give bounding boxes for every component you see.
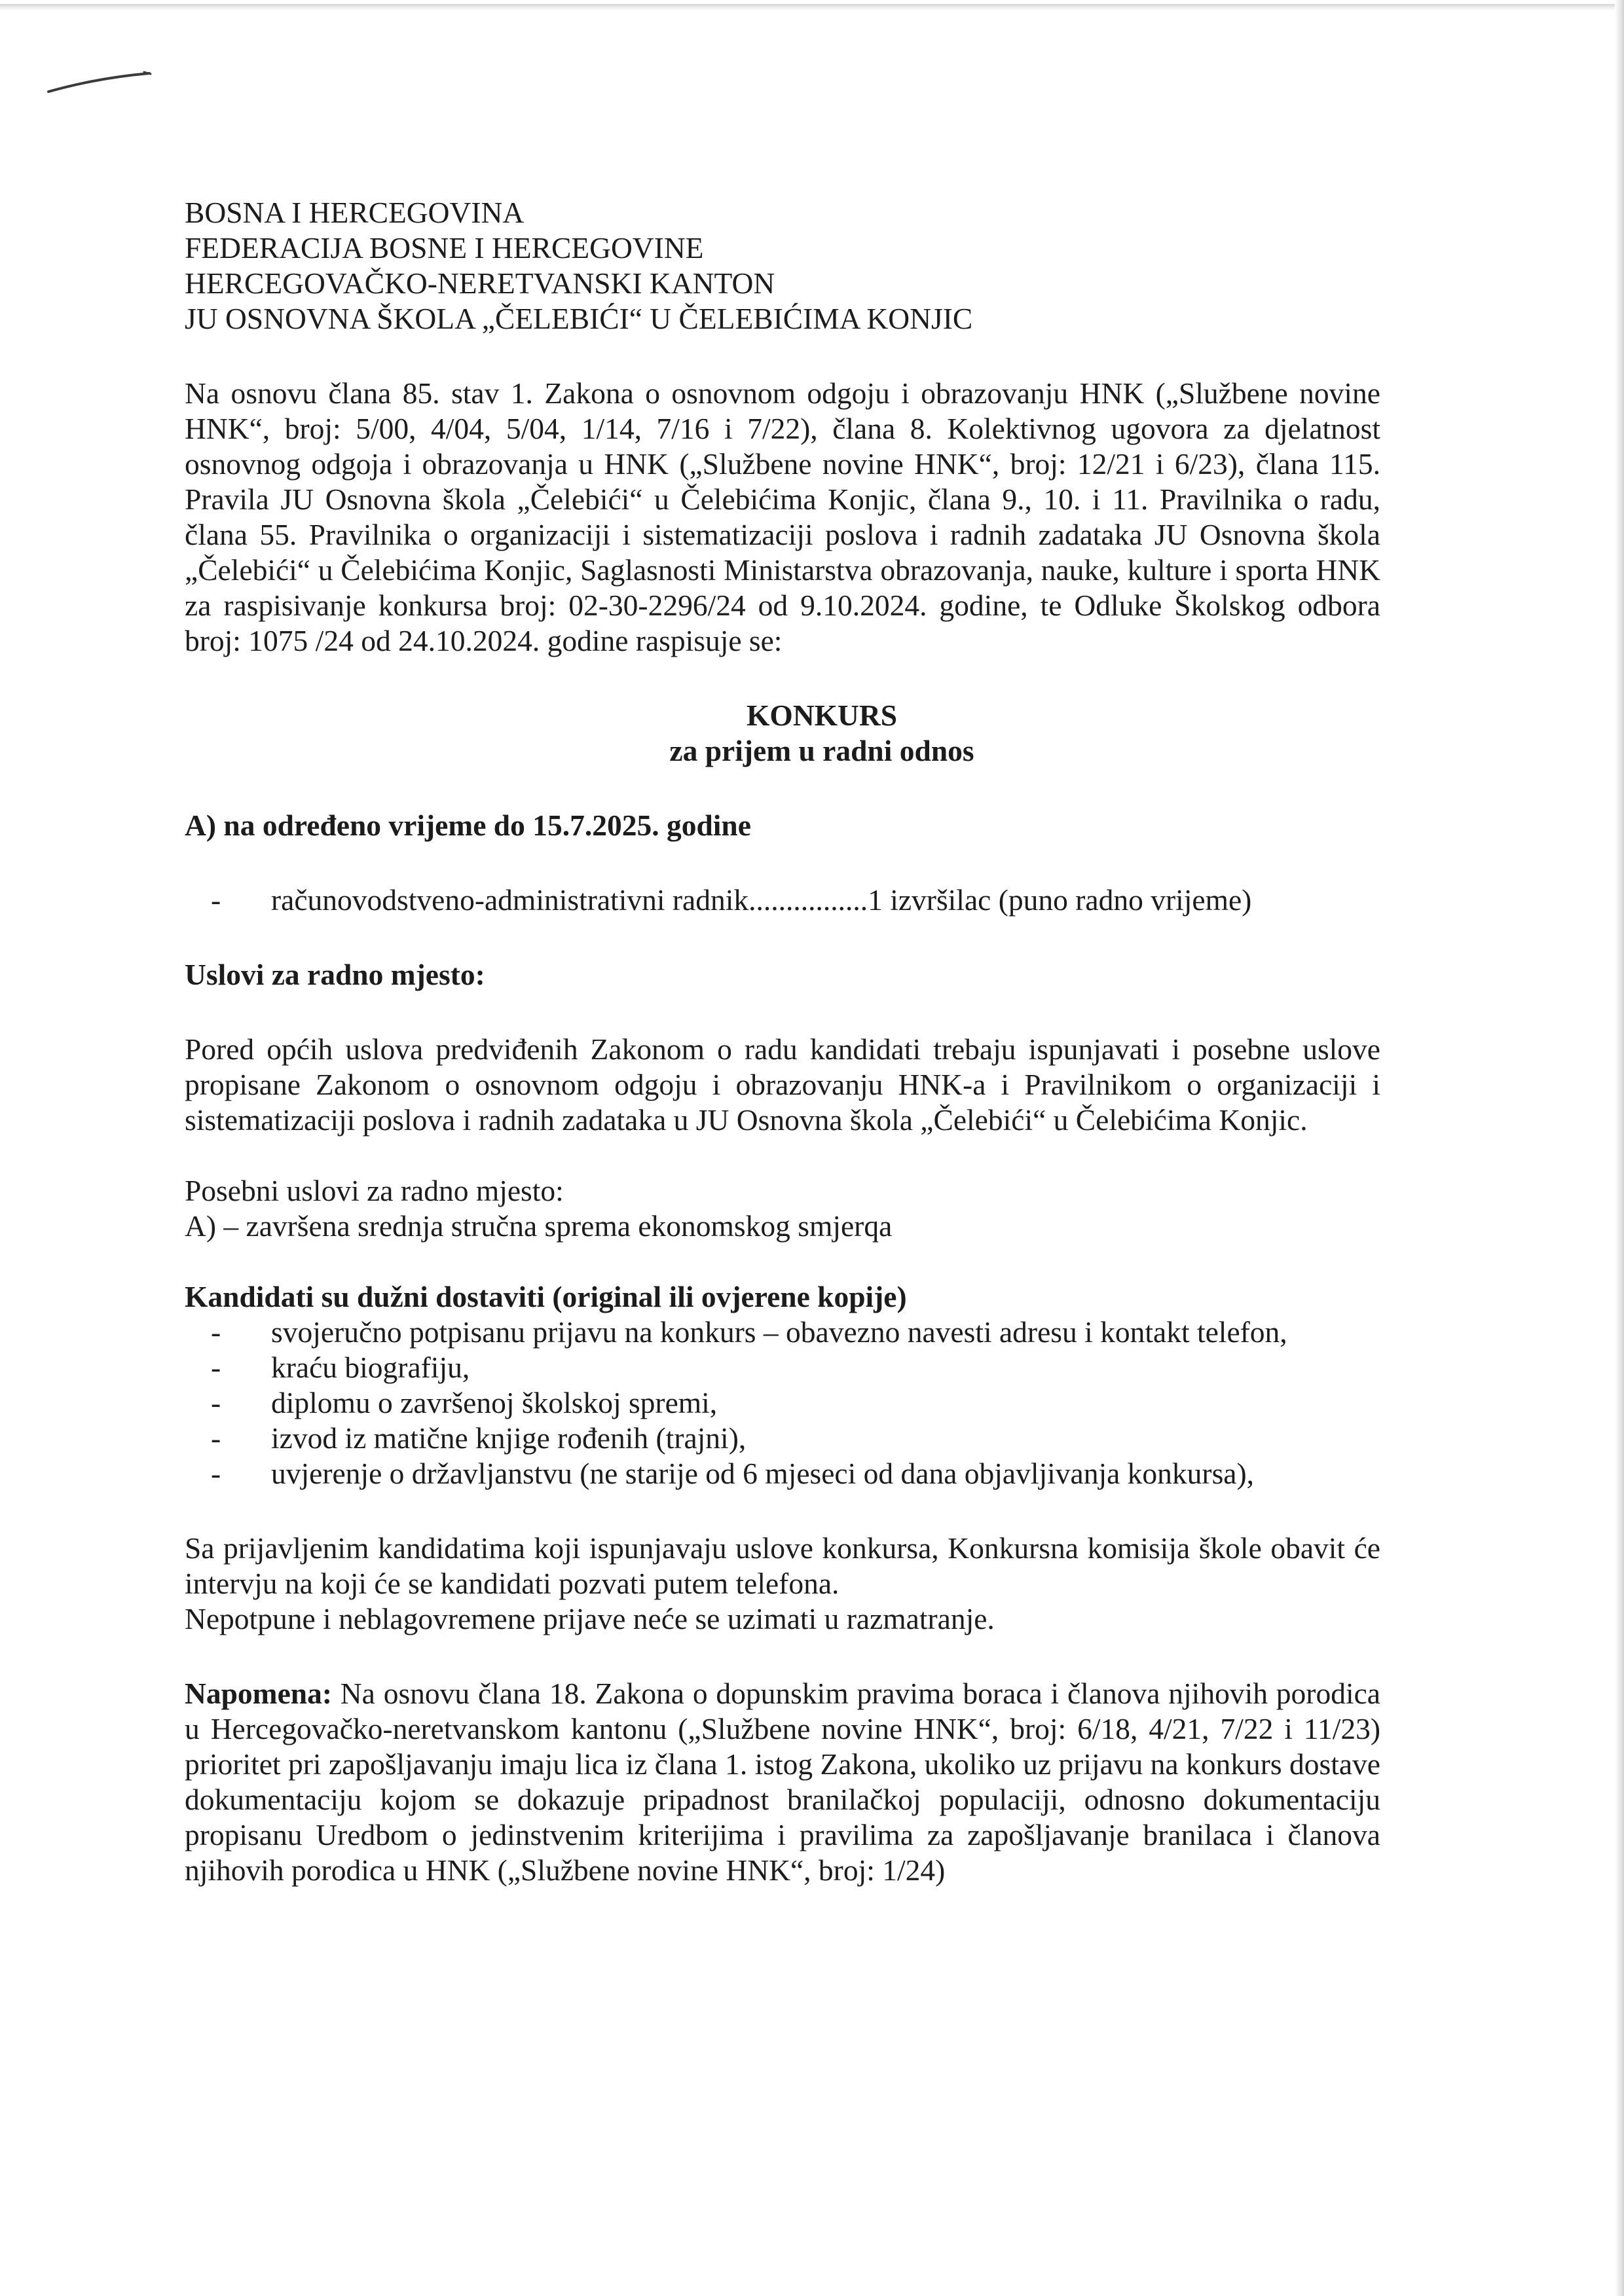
header-country: BOSNA I HERCEGOVINA [185,196,525,229]
note-text: Na osnovu člana 18. Zakona o dopunskim pravima boraca i članova njihovih porodica u Hercegovačko-neretvanskom kantonu („Službene novine HNK“, broj: 6/18, 4/21, 7/22 i 11/23) prioritet pri zapošljavanju imaju lica iz člana 1. istog Zakona, ukoliko uz prijavu na konkurs dostave dokumentaciju kojom se dokazuje pripadnost branilačkoj populaciji, odnosno dokumentaciju propisanu Uredbom o jedinstvenim kriterijima i pravilima za zapošljavanje branilaca i članova njihovih porodica u HNK („Službene novine HNK“, broj: 1/24) [185,1677,1380,1887]
note-label: Napomena: [185,1677,332,1710]
document-item-text: uvjerenje o državljanstvu (ne starije od 6 mjeseci od dana objavljivanja konkursa), [271,1457,1255,1490]
header-school: JU OSNOVNA ŠKOLA „ČELEBIĆI“ U ČELEBIĆIMA KONJIC [185,302,973,335]
document-item-text: diplomu o završenoj školskoj spremi, [271,1386,718,1419]
list-item [185,1456,1380,1491]
note-paragraph [185,1676,1380,1888]
document-title: KONKURS [746,699,898,732]
scan-top-edge [0,4,1624,10]
section-a-heading: A) na određeno vrijeme do 15.7.2025. godine [185,809,751,842]
document-item-text: kraću biografiju, [271,1351,470,1384]
document-item-text: izvod iz matične knjige rođenih (trajni), [271,1421,747,1455]
list-item [185,1385,1380,1421]
interview-paragraph: Sa prijavljenim kandidatima koji ispunjavaju uslove konkursa, Konkursna komisija škole obavit će intervju na koji će se kandidati pozvati putem telefona. [185,1531,1380,1600]
documents-list [185,1315,1380,1491]
header-federation: FEDERACIJA BOSNE I HERCEGOVINE [185,231,704,264]
document-subtitle: za prijem u radni odnos [669,734,974,767]
legal-basis-paragraph: Na osnovu člana 85. stav 1. Zakona o osnovnom odgoju i obrazovanju HNK („Službene novine HNK“, broj: 5/00, 4/04, 5/04, 1/14, 7/16 i 7/22), člana 8. Kolektivnog ugovora za djelatnost osnovnog odgoja i obrazovanja u HNK („Službene novine HNK“, broj: 12/21 i 6/23), člana 115. Pravila JU Osnovna škola „Čelebići“ u Čelebićima Konjic, člana 9., 10. i 11. Pravilnika o radu, člana 55. Pravilnika o organizaciji i sistematizaciji poslova i radnih zadataka JU Osnovna škola „Čelebići“ u Čelebićima Konjic, Saglasnosti Ministarstva obrazovanja, nauke, kulture i sporta HNK za raspisivanje konkursa broj: 02-30-2296/24 od 9.10.2024. godine, te Odluke Školskog odbora broj: 1075 /24 od 24.10.2024. godine raspisuje se: [185,376,1380,657]
conditions-heading: Uslovi za radno mjesto: [185,958,485,991]
position-item [185,883,1380,918]
list-dash: - [211,1315,221,1349]
special-conditions-label: Posebni uslovi za radno mjesto: [185,1174,564,1207]
position-text: računovodstveno-administrativni radnik................1 izvršilac (puno radno vrijeme) [271,883,1252,917]
pen-stroke-mark [46,63,157,102]
document-body [185,195,1380,1888]
list-item [185,1350,1380,1385]
list-dash: - [211,1457,221,1490]
list-item [185,1315,1380,1350]
document-item-text: svojeručno potpisanu prijavu na konkurs – obavezno navesti adresu i kontakt telefon, [271,1315,1287,1349]
special-conditions-item: A) – završena srednja stručna sprema ekonomskog smjerqa [185,1209,893,1243]
incomplete-applications-note: Nepotpune i neblagovremene prijave neće se uzimati u razmatranje. [185,1602,995,1635]
scan-right-edge [1615,0,1624,2296]
header-canton: HERCEGOVAČKO-NERETVANSKI KANTON [185,266,775,300]
institution-header [185,195,1380,337]
list-dash: - [211,1421,221,1455]
list-dash: - [211,1386,221,1419]
list-dash: - [211,1351,221,1384]
general-conditions-paragraph: Pored općih uslova predviđenih Zakonom o radu kandidati trebaju ispunjavati i posebne uslove propisane Zakonom o osnovnom odgoju i obrazovanju HNK-a i Pravilnikom o organizaciji i sistematizaciji poslova i radnih zadataka u JU Osnovna škola „Čelebići“ u Čelebićima Konjic. [185,1032,1380,1137]
documents-heading: Kandidati su dužni dostaviti (original ili ovjerene kopije) [185,1280,907,1313]
list-item [185,1421,1380,1456]
list-dash: - [211,883,221,917]
